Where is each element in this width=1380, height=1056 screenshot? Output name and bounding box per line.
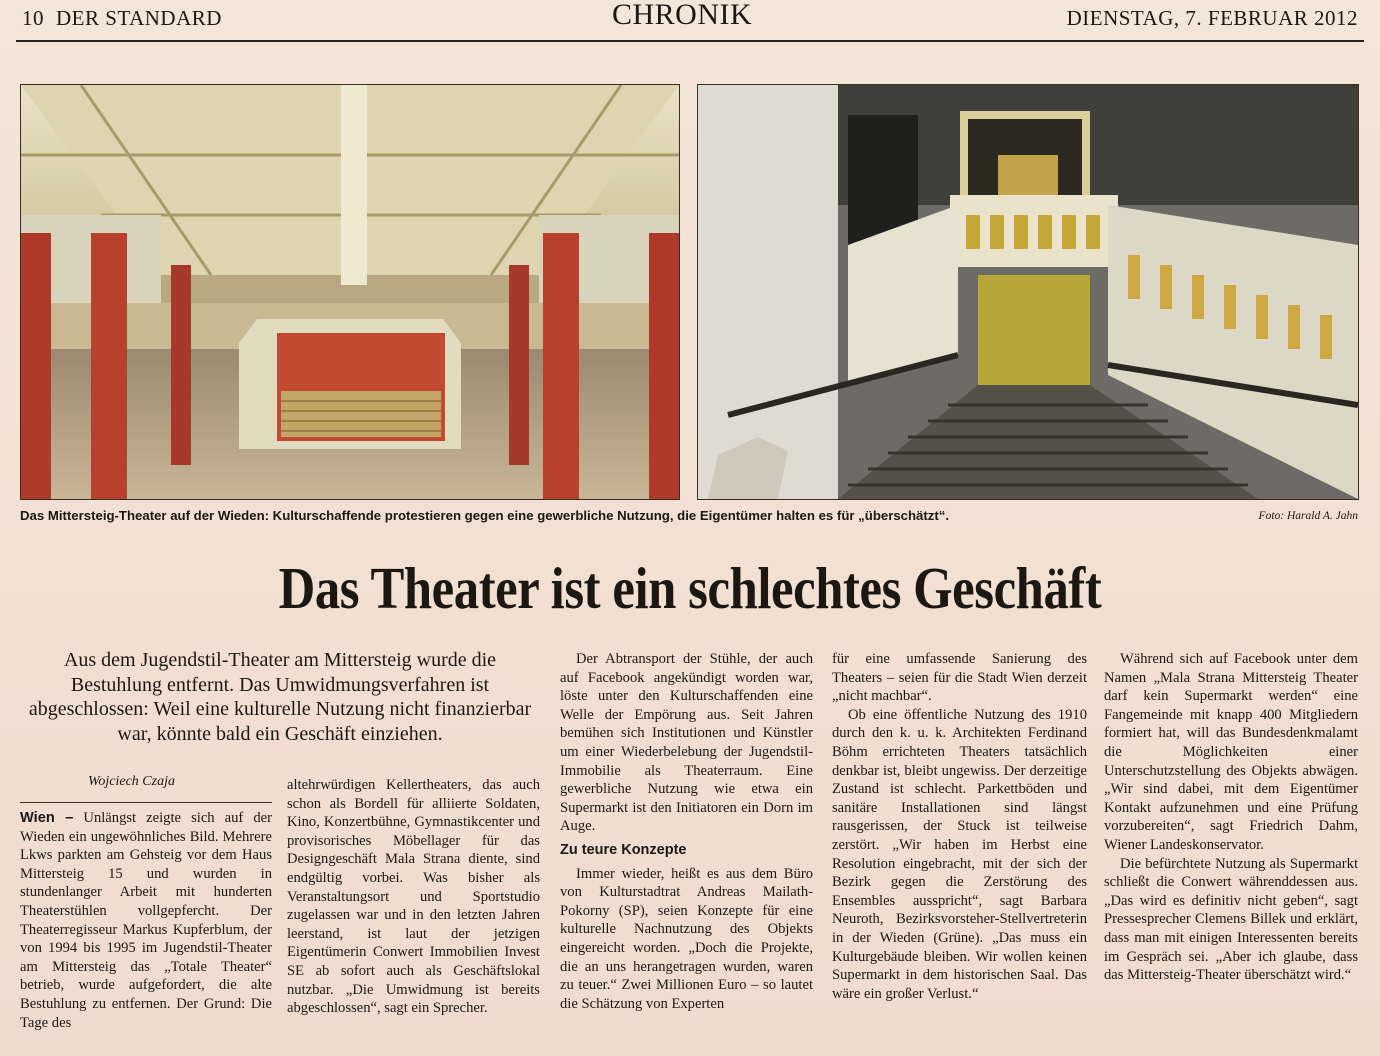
- article-headline: Das Theater ist ein schlechtes Geschäft: [278, 555, 1102, 621]
- dateline: Wien –: [20, 810, 74, 826]
- article-column-1: [20, 809, 272, 1032]
- column-5-paragraph: Während sich auf Facebook unter dem Namen „Mala Strana Mittersteig Theater darf kein Supermarkt werden“ eine Fangemeinde mit knapp 400 Mitgliedern formiert hat, will das Bundesdenkmalamt die Möglichkeiten einer Unterschutzstellung des Objekts abwägen. „Wir sind dabei, mit dem Eigentümer Kontakt aufzunehmen und eine Prüfung vorzubereiten“, sagt Friedrich Dahm, Wiener Landeskonservator.: [1104, 651, 1358, 853]
- theater-hall-photo: [20, 84, 680, 500]
- issue-date: DIENSTAG, 7. FEBRUAR 2012: [1066, 6, 1358, 30]
- column-4-paragraph: für eine umfassende Sanierung des Theaters – seien für die Stadt Wien derzeit „nicht machbar“.: [832, 651, 1087, 705]
- author-byline: Wojciech Czaja: [88, 774, 175, 789]
- article-column-4: [832, 650, 1087, 1003]
- article-lead: Aus dem Jugendstil-Theater am Mittersteig wurde die Bestuhlung entfernt. Das Umwidmungsverfahren ist abgeschlossen: Weil eine kulturelle Nutzung nicht finanzierbar war, könnte bald ein Geschäft einziehen.: [28, 649, 532, 745]
- column-3-paragraph-2: Immer wieder, heißt es aus dem Büro von Kulturstadtrat Andreas Mailath-Pokorny (SP), seien Konzepte für eine kulturelle Nachnutzung des Objekts eingereicht worden. „Doch die Projekte, die an uns herangetragen wurden, waren zu teuer.“ Zwei Millionen Euro – so lautet die Schätzung von Experten: [560, 865, 813, 1012]
- header-rule: [16, 40, 1364, 42]
- column-subheading: Zu teure Konzepte: [560, 841, 687, 858]
- column-5-paragraph-2: Die befürchtete Nutzung als Supermarkt schließt die Conwert währenddessen aus. „Das wird es definitiv nicht geben“, sagt Pressesprecher Clemens Billek und erklärt, dass man mit einigen Interessenten bereits im Gespräch sei. „Aber ich glaube, dass das Mittersteig-Theater überschätzt wird.“: [1104, 855, 1358, 984]
- photo-credit: Foto: Harald A. Jahn: [1258, 510, 1358, 522]
- article-column-3: [560, 650, 813, 1013]
- column-3-paragraph: Der Abtransport der Stühle, der auch auf Facebook angekündigt worden war, löste unter den Kulturschaffenden eine Welle der Empörung aus. Seit Jahren bemühen sich Institutionen und Künstler um einer Wiederbelebung der Jugendstil-Immobilie als Theaterraum. Eine gewerbliche Nutzung wie etwa ein Supermarkt ist den Initiatoren ein Dorn im Auge.: [560, 651, 813, 835]
- page-header-left: [22, 6, 222, 40]
- article-column-2: [287, 776, 540, 1018]
- staircase-photo: [697, 84, 1359, 500]
- column-4-paragraph-2: Ob eine öffentliche Nutzung des 1910 durch den k. u. k. Architekten Ferdinand Böhm errichteten Theaters tatsächlich denkbar ist, bleibt ungewiss. Der derzeitige Zustand ist schlecht. Parkettböden und sanitäre Installationen sind längst rausgerissen, der Stuck ist teilweise zerstört. „Wir haben im Herbst eine Resolution eingebracht, mit der sich der Bezirk gegen die Zerstörung des Ensembles ausspricht“, sagt Barbara Neuroth, Bezirksvorsteher-Stellvertreterin in der Wieden (Grüne). „Das muss ein Kulturgebäude bleiben. Wir wollen keinen Supermarkt in dem historischen Saal. Das wäre ein großer Verlust.“: [832, 706, 1087, 1002]
- column-1-text: Unlängst zeigte sich auf der Wieden ein ungewöhnliches Bild. Mehrere Lkws parkten am Gehsteig vor dem Haus Mittersteig 15 und wurden in stundenlanger Arbeit mit hunderten Theaterstühlen vollgepfercht. Der Theaterregisseur Markus Kupferblum, der von 1994 bis 1995 im Jugendstil-Theater am Mittersteig das „Totale Theater“ betrieb, wurde aufgefordert, die alte Bestuhlung zu entfernen. Der Grund: Die Tage des: [20, 810, 272, 1031]
- column-2-text: altehrwürdigen Kellertheaters, das auch schon als Bordell für alliierte Soldaten, Kino, Konzertbühne, Gymnastikcenter und provisorisches Möbellager für das Designgeschäft Mala Strana diente, sind endgültig vorbei. Was bisher als Veranstaltungsort und Sportstudio zugelassen war und in den letzten Jahren leerstand, ist laut der jetzigen Eigentümerin Conwert Immobilien Invest SE ab sofort auch als Geschäftslokal nutzbar. „Die Umwidmung ist bereits abgeschlossen“, sagt ein Sprecher.: [287, 777, 540, 1017]
- page-number: 10: [22, 6, 44, 30]
- byline-rule: [20, 802, 272, 803]
- paper-name: DER STANDARD: [56, 6, 222, 30]
- photo-caption: Das Mittersteig-Theater auf der Wieden: Kulturschaffende protestieren gegen eine gewerbliche Nutzung, die Eigentümer halten es für „überschätzt“.: [20, 508, 950, 523]
- section-title: CHRONIK: [612, 0, 753, 31]
- article-column-5: [1104, 650, 1358, 985]
